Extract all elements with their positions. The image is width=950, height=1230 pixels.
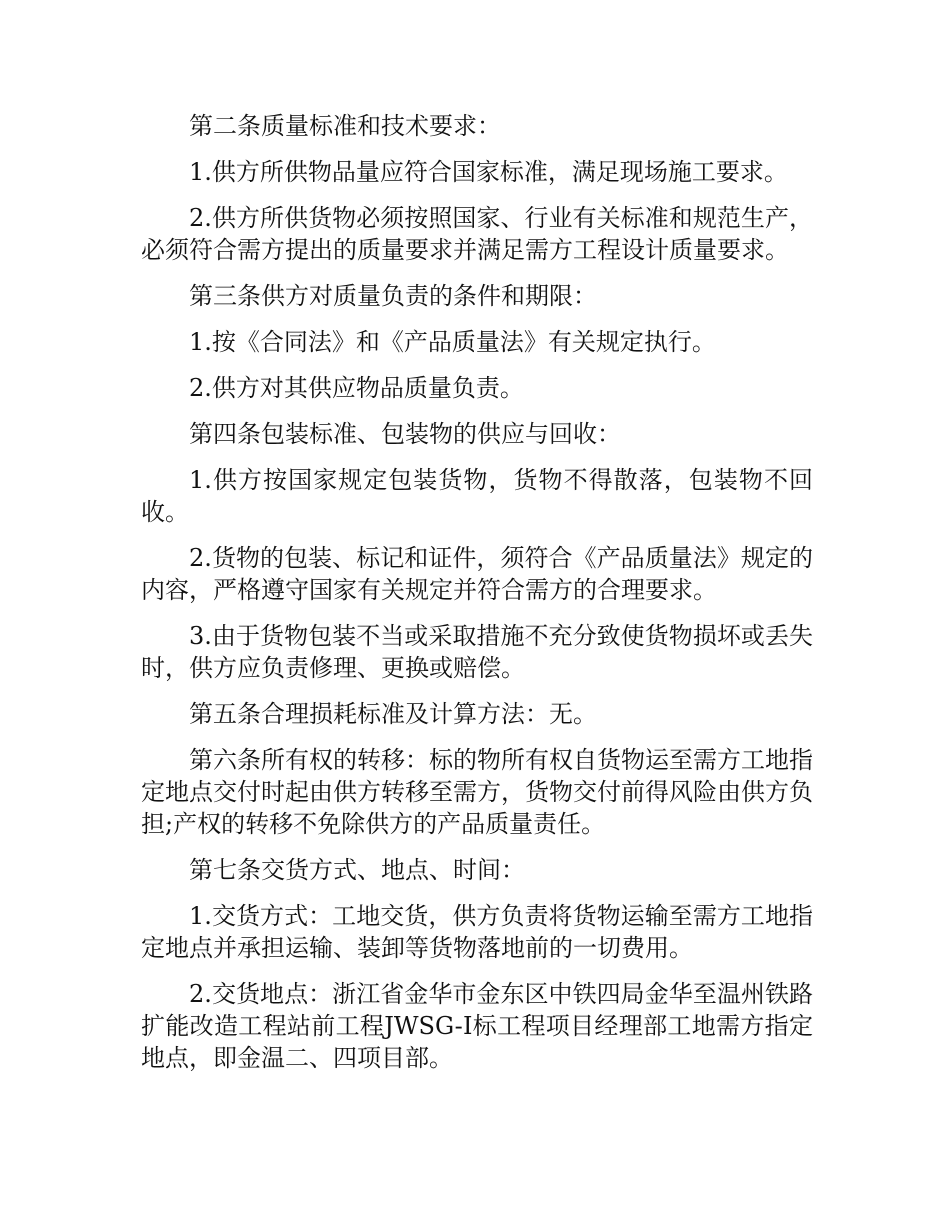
clause-5: 第五条合理损耗标准及计算方法：无。 <box>189 700 597 728</box>
clause-7-item-1: 1.交货方式：工地交货，供方负责将货物运输至需方工地指定地点并承担运输、装卸等货物落地前的一切费用。 <box>141 902 813 962</box>
clause-4-item-2: 2.货物的包装、标记和证件，须符合《产品质量法》规定的内容，严格遵守国家有关规定并符合需方的合理要求。 <box>141 544 813 604</box>
clause-6: 第六条所有权的转移：标的物所有权自货物运至需方工地指定地点交付时起由供方转移至需方，货物交付前得风险由供方负担;产权的转移不免除供方的产品质量责任。 <box>141 746 813 838</box>
clause-3-item-2: 2.供方对其供应物品质量负责。 <box>189 374 524 402</box>
clause-2-heading: 第二条质量标准和技术要求： <box>189 112 501 140</box>
document-body <box>141 110 813 1088</box>
clause-3-item-1: 1.按《合同法》和《产品质量法》有关规定执行。 <box>189 328 716 356</box>
clause-7-heading: 第七条交货方式、地点、时间： <box>189 856 525 884</box>
clause-3-heading: 第三条供方对质量负责的条件和期限： <box>189 282 597 310</box>
clause-4-heading: 第四条包装标准、包装物的供应与回收： <box>189 420 621 448</box>
clause-4-item-1: 1.供方按国家规定包装货物，货物不得散落，包装物不回收。 <box>141 466 813 526</box>
clause-4-item-3: 3.由于货物包装不当或采取措施不充分致使货物损坏或丢失时，供方应负责修理、更换或赔偿。 <box>141 622 813 682</box>
clause-7-item-2: 2.交货地点：浙江省金华市金东区中铁四局金华至温州铁路扩能改造工程站前工程JWSG-Ⅰ标工程项目经理部工地需方指定地点，即金温二、四项目部。 <box>141 980 813 1072</box>
clause-2-item-2: 2.供方所供货物必须按照国家、行业有关标准和规范生产，必须符合需方提出的质量要求并满足需方工程设计质量要求。 <box>141 204 813 264</box>
clause-2-item-1: 1.供方所供物品量应符合国家标准，满足现场施工要求。 <box>189 158 788 186</box>
